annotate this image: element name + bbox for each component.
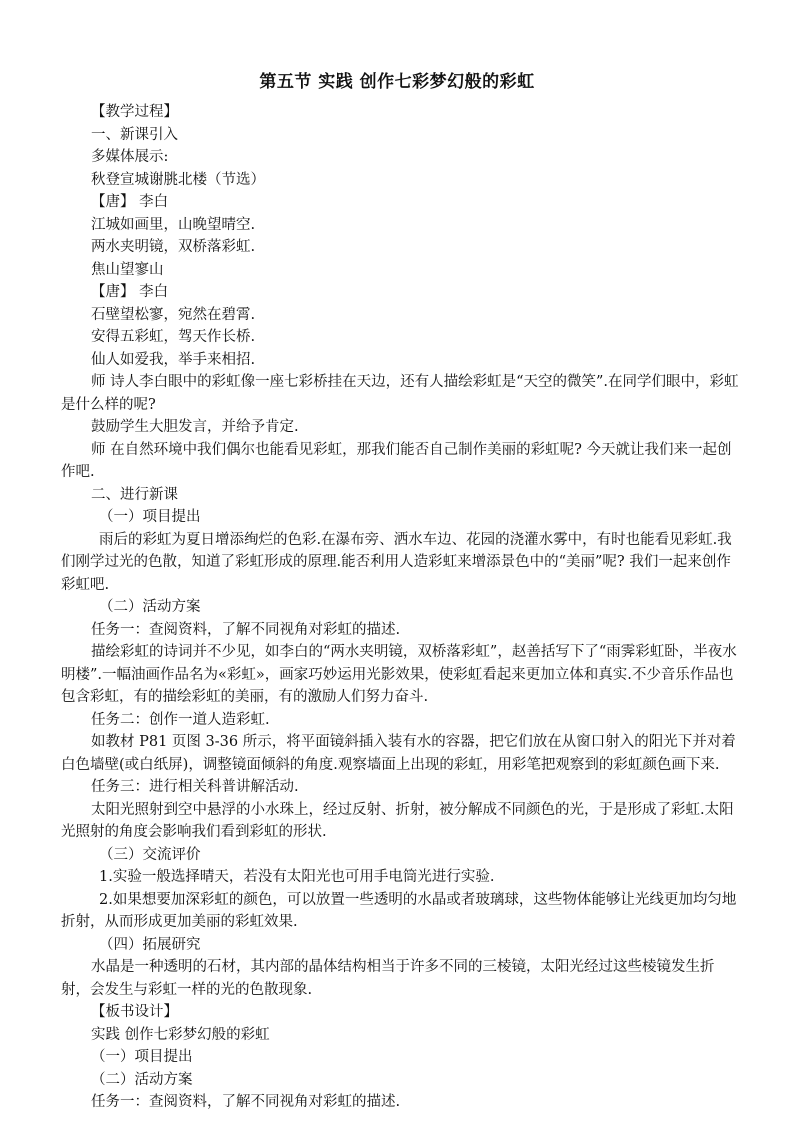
heading-line: 二、进行新课 <box>91 486 178 503</box>
paragraph: 师 诗人李白眼中的彩虹像一座七彩桥挂在天边，还有人描绘彩虹是“天空的微笑”.在同学们眼中，彩虹是什么样的呢? <box>61 374 739 413</box>
board-line: 实践 创作七彩梦幻般的彩虹 <box>91 1026 270 1043</box>
subheading-line: （四）拓展研究 <box>99 936 201 953</box>
board-line: （二）活动方案 <box>91 1071 193 1088</box>
subheading-line: （三）交流评价 <box>99 846 201 863</box>
board-line: （一）项目提出 <box>91 1049 193 1065</box>
poem-line: 仙人如爱我，举手来相招. <box>91 351 256 368</box>
list-item: 2.如果想要加深彩虹的颜色，可以放置一些透明的水晶或者玻璃球，这些物体能够让光线更加均匀地折射，从而形成更加美丽的彩虹效果. <box>61 891 737 930</box>
text-line: 鼓励学生大胆发言，并给予肯定. <box>91 419 299 435</box>
text-line: 多媒体展示: <box>91 149 169 165</box>
poem-line: 石壁望松寥，宛然在碧霄. <box>91 306 256 323</box>
board-line: 任务一：查阅资料，了解不同视角对彩虹的描述. <box>91 1094 401 1110</box>
paragraph: 如教材 P81 页图 3-36 所示，将平面镜斜插入装有水的容器，把它们放在从窗口射入的阳光下并对着白色墙壁(或白纸屏)，调整镜面倾斜的角度.观察墙面上出现的彩虹，用彩笔把观察到的彩虹颜色画下来. <box>61 734 736 773</box>
document-body <box>61 101 739 1114</box>
section-heading: 【板书设计】 <box>91 1004 178 1020</box>
task-line: 任务二：创作一道人造彩虹. <box>91 711 270 728</box>
task-line: 任务三：进行相关科普讲解活动. <box>91 779 299 795</box>
poem-title: 秋登宣城谢朓北楼（节选） <box>91 171 265 188</box>
poem-author: 【唐】 李白 <box>91 194 169 210</box>
list-item: 1.实验一般选择晴天，若没有太阳光也可用手电筒光进行实验. <box>99 869 495 885</box>
poem-line: 江城如画里，山晚望晴空. <box>91 216 256 233</box>
paragraph: 雨后的彩虹为夏日增添绚烂的色彩.在瀑布旁、洒水车边、花园的浇灌水雾中，有时也能看见彩虹.我们刚学过光的色散，知道了彩虹形成的原理.能否利用人造彩虹来增添景色中的“美丽”呢? 我们一起来创作彩虹吧. <box>61 531 732 593</box>
poem-title: 焦山望寥山 <box>91 261 164 278</box>
heading-line: 一、新课引入 <box>91 126 178 143</box>
subheading-line: （一）项目提出 <box>99 509 201 525</box>
paragraph: 描绘彩虹的诗词并不少见，如李白的“两水夹明镜，双桥落彩虹”，赵善括写下了“雨霁彩虹卧，半夜水明楼”.一幅油画作品名为«彩虹»，画家巧妙运用光影效果，使彩虹看起来更加立体和真实.不少音乐作品也包含彩虹，有的描绘彩虹的美丽，有的激励人们努力奋斗. <box>61 644 737 705</box>
page-title: 第五节 实践 创作七彩梦幻般的彩虹 <box>259 72 535 92</box>
poem-author: 【唐】 李白 <box>91 284 169 300</box>
paragraph: 师 在自然环境中我们偶尔也能看见彩虹，那我们能否自己制作美丽的彩虹呢? 今天就让我们来一起创作吧. <box>61 441 732 480</box>
paragraph: 水晶是一种透明的石材，其内部的晶体结构相当于许多不同的三棱镜，太阳光经过这些棱镜发生折射，会发生与彩虹一样的光的色散现象. <box>61 959 715 998</box>
poem-line: 安得五彩虹，驾天作长桥. <box>91 329 256 345</box>
paragraph: 太阳光照射到空中悬浮的小水珠上，经过反射、折射，被分解成不同颜色的光，于是形成了彩虹.太阳光照射的角度会影响我们看到彩虹的形状. <box>61 801 734 840</box>
subheading-line: （二）活动方案 <box>99 599 201 615</box>
task-line: 任务一：查阅资料，了解不同视角对彩虹的描述. <box>91 621 401 638</box>
poem-line: 两水夹明镜，双桥落彩虹. <box>91 239 256 255</box>
section-heading: 【教学过程】 <box>91 104 178 120</box>
